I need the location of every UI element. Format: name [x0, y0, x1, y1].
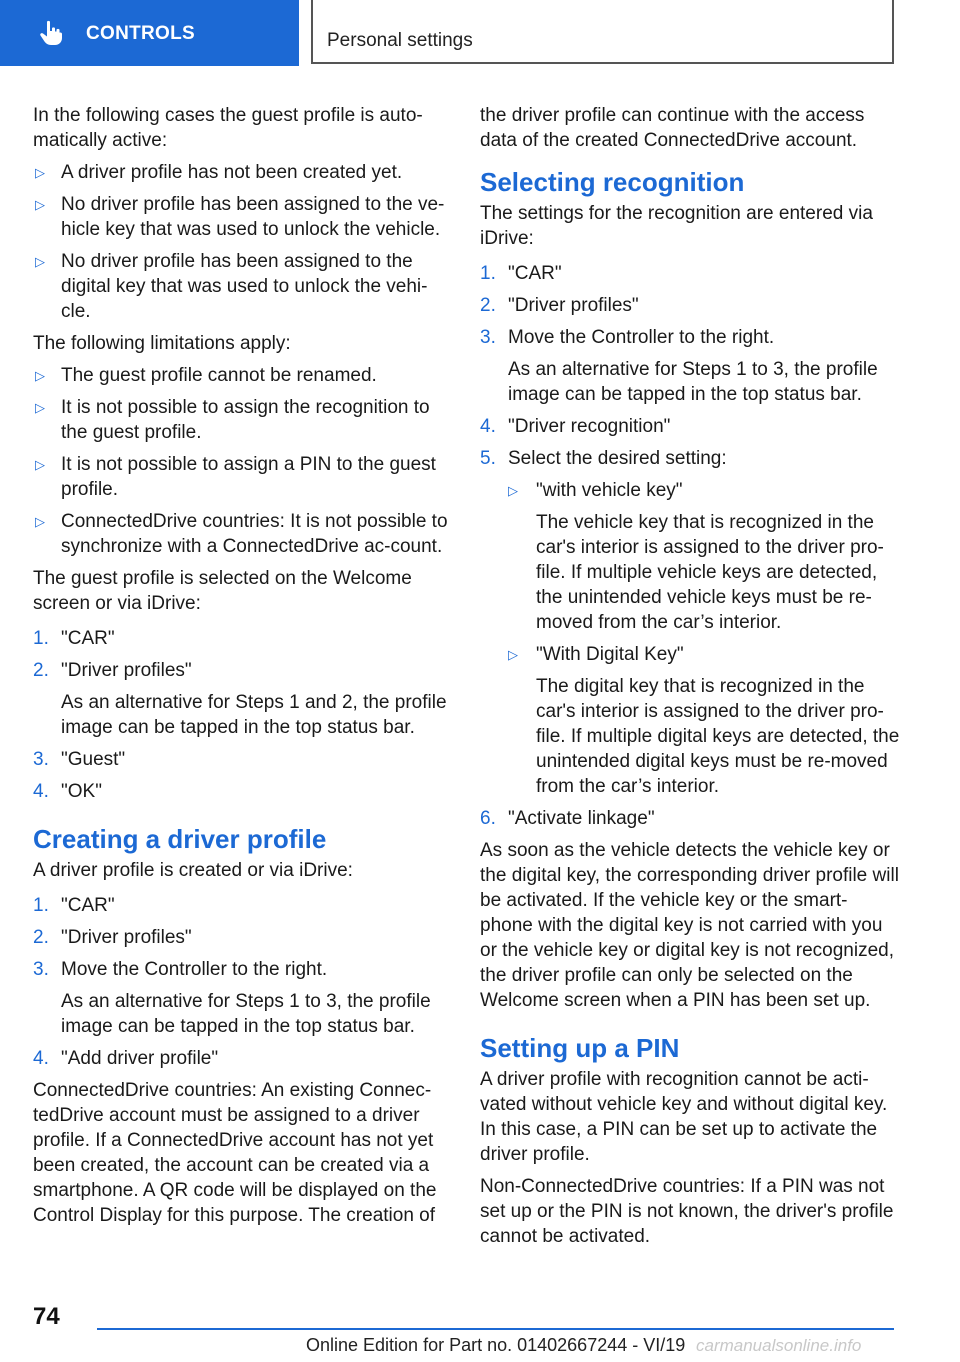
right-column: [480, 103, 900, 1256]
controls-tab-label: CONTROLS: [86, 22, 196, 44]
list-item: [33, 249, 448, 324]
list-item-text: The guest profile cannot be renamed.: [61, 365, 377, 386]
paragraph: In the following cases the guest profile is auto-matically active:: [33, 105, 423, 151]
bullet-icon: ▷: [35, 197, 45, 212]
step-item: [480, 806, 900, 831]
step-item: [33, 747, 448, 772]
step-item: [33, 658, 448, 740]
step-number: 3.: [480, 327, 496, 348]
paragraph: Non-ConnectedDrive countries: If a PIN was not set up or the PIN is not known, the driver's profile cannot be activated.: [480, 1176, 894, 1247]
step-number: 3.: [33, 749, 49, 770]
step-number: 2.: [33, 927, 49, 948]
paragraph: The settings for the recognition are entered via iDrive:: [480, 203, 873, 249]
controls-tab[interactable]: [0, 0, 299, 66]
list-item: [33, 395, 448, 445]
option-title: "With Digital Key": [536, 644, 684, 665]
step-item: [33, 925, 448, 950]
watermark: carmanualsonline.info: [696, 1336, 862, 1355]
paragraph: ConnectedDrive countries: An existing Connec-tedDrive account must be assigned to a driver profile. If a ConnectedDrive account has not yet been created, the account can be created via a smartphone. A QR code will be displayed on the Control Display for this purpose. The creation of: [33, 1080, 437, 1226]
bullet-icon: ▷: [35, 400, 45, 415]
list-item: [33, 160, 448, 185]
step-item: [33, 1046, 448, 1071]
bullet-icon: ▷: [508, 483, 518, 498]
heading-selecting-recognition: Selecting recognition: [480, 167, 745, 197]
page-header: [0, 0, 960, 66]
step-item: [33, 893, 448, 918]
step-number: 4.: [33, 1048, 49, 1069]
step-number: 1.: [33, 895, 49, 916]
step-note: As an alternative for Steps 1 to 3, the profile image can be tapped in the top status bar.: [61, 991, 431, 1037]
list-item: [33, 452, 448, 502]
bullet-icon: ▷: [35, 368, 45, 383]
edition-text: Online Edition for Part no. 01402667244 - VI/19: [306, 1335, 686, 1355]
paragraph: As soon as the vehicle detects the vehicle key or the digital key, the corresponding driver profile will be activated. If the vehicle key or the smart-phone with the digital key is not carried with you or the vehicle key or digital key is not recognized, the driver profile can only be selected on the Welcome screen when a PIN has been set up.: [480, 840, 899, 1011]
paragraph: A driver profile with recognition cannot be acti-vated without vehicle key and without digital key. In this case, a PIN can be set up to activate the driver profile.: [480, 1069, 888, 1165]
step-number: 3.: [33, 959, 49, 980]
step-note: As an alternative for Steps 1 and 2, the profile image can be tapped in the top status bar.: [61, 692, 447, 738]
step-item: [480, 446, 900, 799]
step-text: "Guest": [61, 749, 126, 770]
hand-pointer-icon: [36, 18, 66, 48]
bullet-icon: ▷: [35, 457, 45, 472]
numbered-list: [33, 626, 448, 804]
step-item: [480, 325, 900, 407]
paragraph: A driver profile is created or via iDrive:: [33, 860, 353, 881]
step-number: 5.: [480, 448, 496, 469]
step-item: [480, 414, 900, 439]
step-item: [33, 779, 448, 804]
step-text: Move the Controller to the right.: [508, 327, 775, 348]
section-title: Personal settings: [327, 30, 473, 51]
list-item-text: It is not possible to assign the recognition to the guest profile.: [61, 397, 430, 443]
option-description: The digital key that is recognized in the car's interior is assigned to the driver pro-file. If multiple digital keys are detected, the unintended digital keys must be re-moved from the car’s interior.: [536, 676, 900, 797]
bullet-list: [33, 160, 448, 324]
step-number: 4.: [33, 781, 49, 802]
paragraph: the driver profile can continue with the access data of the created ConnectedDrive account.: [480, 105, 865, 151]
list-item-text: It is not possible to assign a PIN to the guest profile.: [61, 454, 436, 500]
option-description: The vehicle key that is recognized in the car's interior is assigned to the driver pro-file. If multiple vehicle keys are detected, the unintended vehicle keys must be re-moved from the car’s interior.: [536, 512, 884, 633]
step-item: [480, 293, 900, 318]
page-number: 74: [33, 1303, 60, 1330]
heading-creating-driver-profile: Creating a driver profile: [33, 824, 327, 854]
list-item: [33, 363, 448, 388]
step-number: 1.: [33, 628, 49, 649]
bullet-icon: ▷: [35, 254, 45, 269]
list-item-text: A driver profile has not been created yet.: [61, 162, 403, 183]
step-number: 2.: [480, 295, 496, 316]
bullet-icon: ▷: [508, 647, 518, 662]
step-text: "Activate linkage": [508, 808, 655, 829]
left-column: [33, 103, 448, 1235]
step-number: 6.: [480, 808, 496, 829]
paragraph: The guest profile is selected on the Welcome screen or via iDrive:: [33, 568, 412, 614]
step-text: "Driver profiles": [508, 295, 639, 316]
step-text: "Add driver profile": [61, 1048, 219, 1069]
step-item: [33, 957, 448, 1039]
bullet-icon: ▷: [35, 514, 45, 529]
section-header: [311, 0, 894, 64]
step-item: [480, 261, 900, 286]
bullet-icon: ▷: [35, 165, 45, 180]
list-item-text: No driver profile has been assigned to the ve-hicle key that was used to unlock the vehicle.: [61, 194, 445, 240]
list-item-text: ConnectedDrive countries: It is not possible to synchronize with a ConnectedDrive ac-count.: [61, 511, 448, 557]
step-number: 1.: [480, 263, 496, 284]
step-text: "Driver profiles": [61, 927, 192, 948]
step-number: 2.: [33, 660, 49, 681]
step-text: "OK": [61, 781, 102, 802]
numbered-list: [480, 261, 900, 831]
option-item: [508, 642, 900, 799]
step-item: [33, 626, 448, 651]
step-text: Move the Controller to the right.: [61, 959, 328, 980]
step-text: "Driver recognition": [508, 416, 671, 437]
step-text: "Driver profiles": [61, 660, 192, 681]
list-item: [33, 192, 448, 242]
option-list: [508, 478, 900, 799]
option-title: "with vehicle key": [536, 480, 683, 501]
list-item-text: No driver profile has been assigned to the digital key that was used to unlock the vehi-cle.: [61, 251, 428, 322]
step-note: As an alternative for Steps 1 to 3, the profile image can be tapped in the top status bar.: [508, 359, 878, 405]
list-item: [33, 509, 448, 559]
step-text: "CAR": [508, 263, 562, 284]
paragraph: The following limitations apply:: [33, 333, 291, 354]
step-text: "CAR": [61, 628, 115, 649]
footer-divider: [97, 1328, 894, 1330]
step-text: "CAR": [61, 895, 115, 916]
numbered-list: [33, 893, 448, 1071]
step-number: 4.: [480, 416, 496, 437]
option-item: [508, 478, 900, 635]
bullet-list: [33, 363, 448, 559]
step-text: Select the desired setting:: [508, 448, 727, 469]
heading-setting-up-pin: Setting up a PIN: [480, 1033, 680, 1063]
